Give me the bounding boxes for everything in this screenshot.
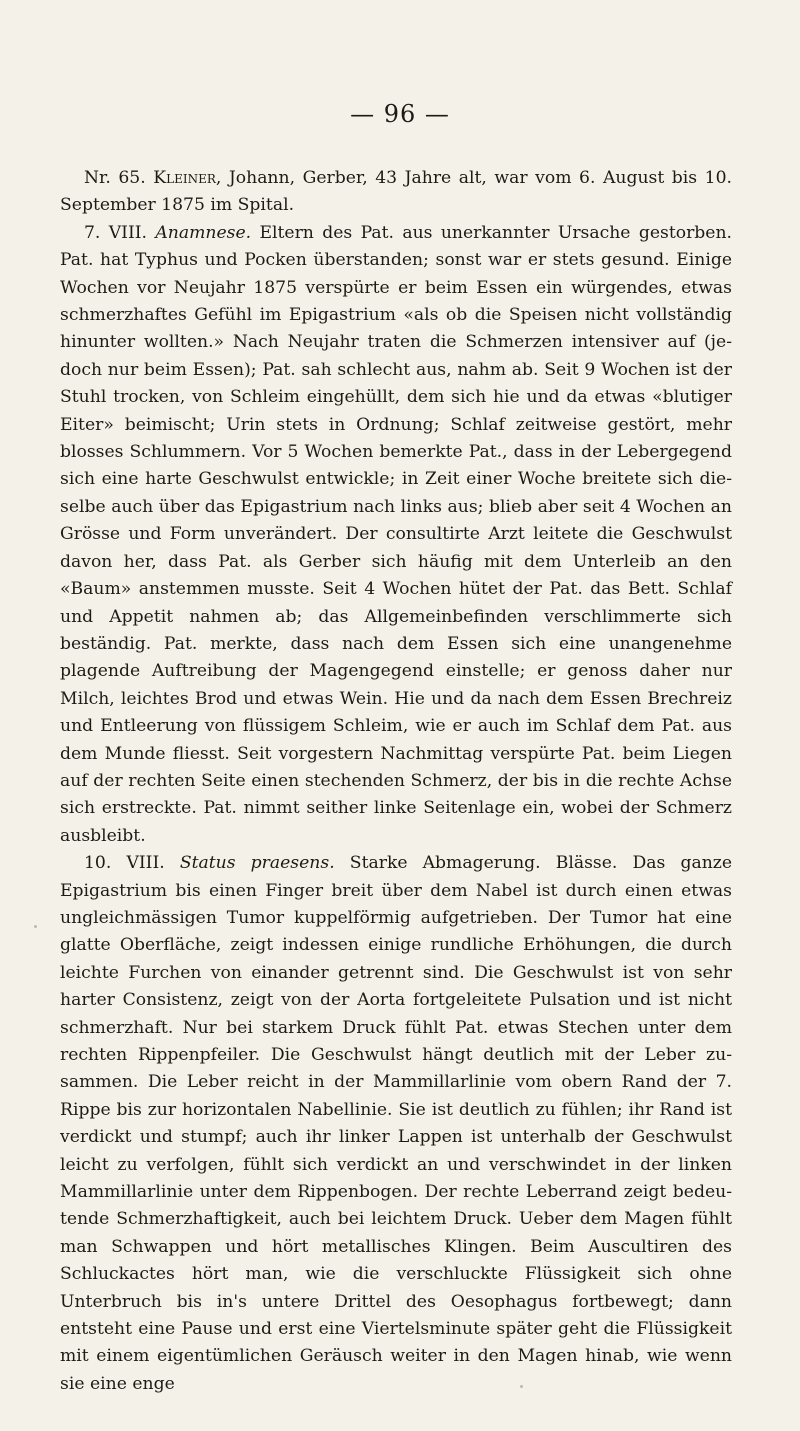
page-number: — 96 —	[350, 100, 450, 128]
paper-speck	[520, 1385, 523, 1388]
anamnese-heading: Anamnese.	[155, 222, 252, 243]
case-number: Nr. 65.	[84, 168, 154, 188]
status-heading: Status praesens.	[179, 853, 335, 874]
case-header-paragraph	[60, 165, 732, 220]
paper-speck	[34, 925, 37, 928]
case-details: , Johann, Gerber, 43 Jahre alt, war vom 6. August bis 10. September 1875 im Spital.	[60, 168, 733, 216]
anamnese-paragraph	[60, 220, 732, 850]
status-date: 10. VIII.	[84, 853, 180, 874]
status-praesens-paragraph	[60, 850, 732, 1398]
anamnese-text: Eltern des Pat. aus unerkannter Ursache gestorben. Pat. hat Typhus und Pocken überstanden; sonst war er stets gesund. Einige Wochen vor Neujahr 1875 verspürte er beim Essen ein würgendes, etwas schmerzhaftes Gefühl im Epigastrium «als ob die Speisen nicht vollständig hinunter wollten.» Nach Neujahr traten die Schmerzen intensiver auf (jedoch nur beim Essen); Pat. sah schlecht aus, nahm ab. Seit 9 Wochen ist der Stuhl trocken, von Schleim eingehüllt, dem sich hie und da etwas «blutiger Eiter» beimischt; Urin stets in Ordnung; Schlaf zeitweise gestört, mehr blosses Schlummern. Vor 5 Wochen bemerkte Pat., dass in der Lebergegend sich eine harte Geschwulst entwickle; in Zeit einer Woche breitete sich dieselbe auch über das Epigastrium nach links aus; blieb aber seit 4 Wochen an Grösse und Form unverändert. Der consultirte Arzt leitete die Geschwulst davon her, dass Pat. als Gerber sich häufig mit dem Unterleib an den «Baum» anstemmen musste. Seit 4 Wochen hütet der Pat. das Bett. Schlaf und Appetit nahmen ab; das Allgemeinbefinden verschlimmerte sich beständig. Pat. merkte, dass nach dem Essen sich eine unangenehme plagende Auftreibung der Magengegend einstelle; er genoss daher nur Milch, leichtes Brod und etwas Wein. Hie und da nach dem Essen Brechreiz und Entleerung von flüssigem Schleim, wie er auch im Schlaf dem Pat. aus dem Munde fliesst. Seit vorgestern Nachmittag verspürte Pat. beim Liegen auf der rechten Seite einen stechenden Schmerz, der bis in die rechte Achse sich erstreckte. Pat. nimmt seither linke Seitenlage ein, wobei der Schmerz ausbleibt.	[60, 222, 733, 846]
page-text	[60, 165, 732, 1398]
status-text: Starke Abmagerung. Blässe. Das ganze Epigastrium bis einen Finger breit über dem Nabel ist durch einen etwas ungleichmässigen Tumor kuppelförmig aufgetrieben. Der Tumor hat eine glatte Oberfläche, zeigt indessen einige rundliche Erhöhungen, die durch leichte Furchen von einander getrennt sind. Die Geschwulst ist von sehr harter Consistenz, zeigt von der Aorta fortgeleitete Pulsation und ist nicht schmerzhaft. Nur bei starkem Druck fühlt Pat. etwas Stechen unter dem rechten Rippenpfeiler. Die Geschwulst hängt deutlich mit der Leber zusammen. Die Leber reicht in der Mammillarlinie vom obern Rand der 7. Rippe bis zur horizontalen Nabellinie. Sie ist deutlich zu fühlen; ihr Rand ist verdickt und stumpf; auch ihr linker Lappen ist unterhalb der Geschwulst leicht zu verfolgen, fühlt sich verdickt an und verschwindet in der linken Mammillarlinie unter dem Rippenbogen. Der rechte Leberrand zeigt bedeutende Schmerzhaftigkeit, auch bei leichtem Druck. Ueber dem Magen fühlt man Schwappen und hört metallisches Klingen. Beim Auscultiren des Schluckactes hört man, wie die verschluckte Flüssigkeit sich ohne Unterbruch bis in's untere Drittel des Oesophagus fortbewegt; dann entsteht eine Pause und erst eine Viertelsminute später geht die Flüssigkeit mit einem eigentümlichen Geräusch weiter in den Magen hinab, wie wenn sie eine enge	[60, 853, 733, 1394]
anamnese-date: 7. VIII.	[84, 222, 156, 243]
patient-surname: Kleiner	[153, 168, 216, 188]
